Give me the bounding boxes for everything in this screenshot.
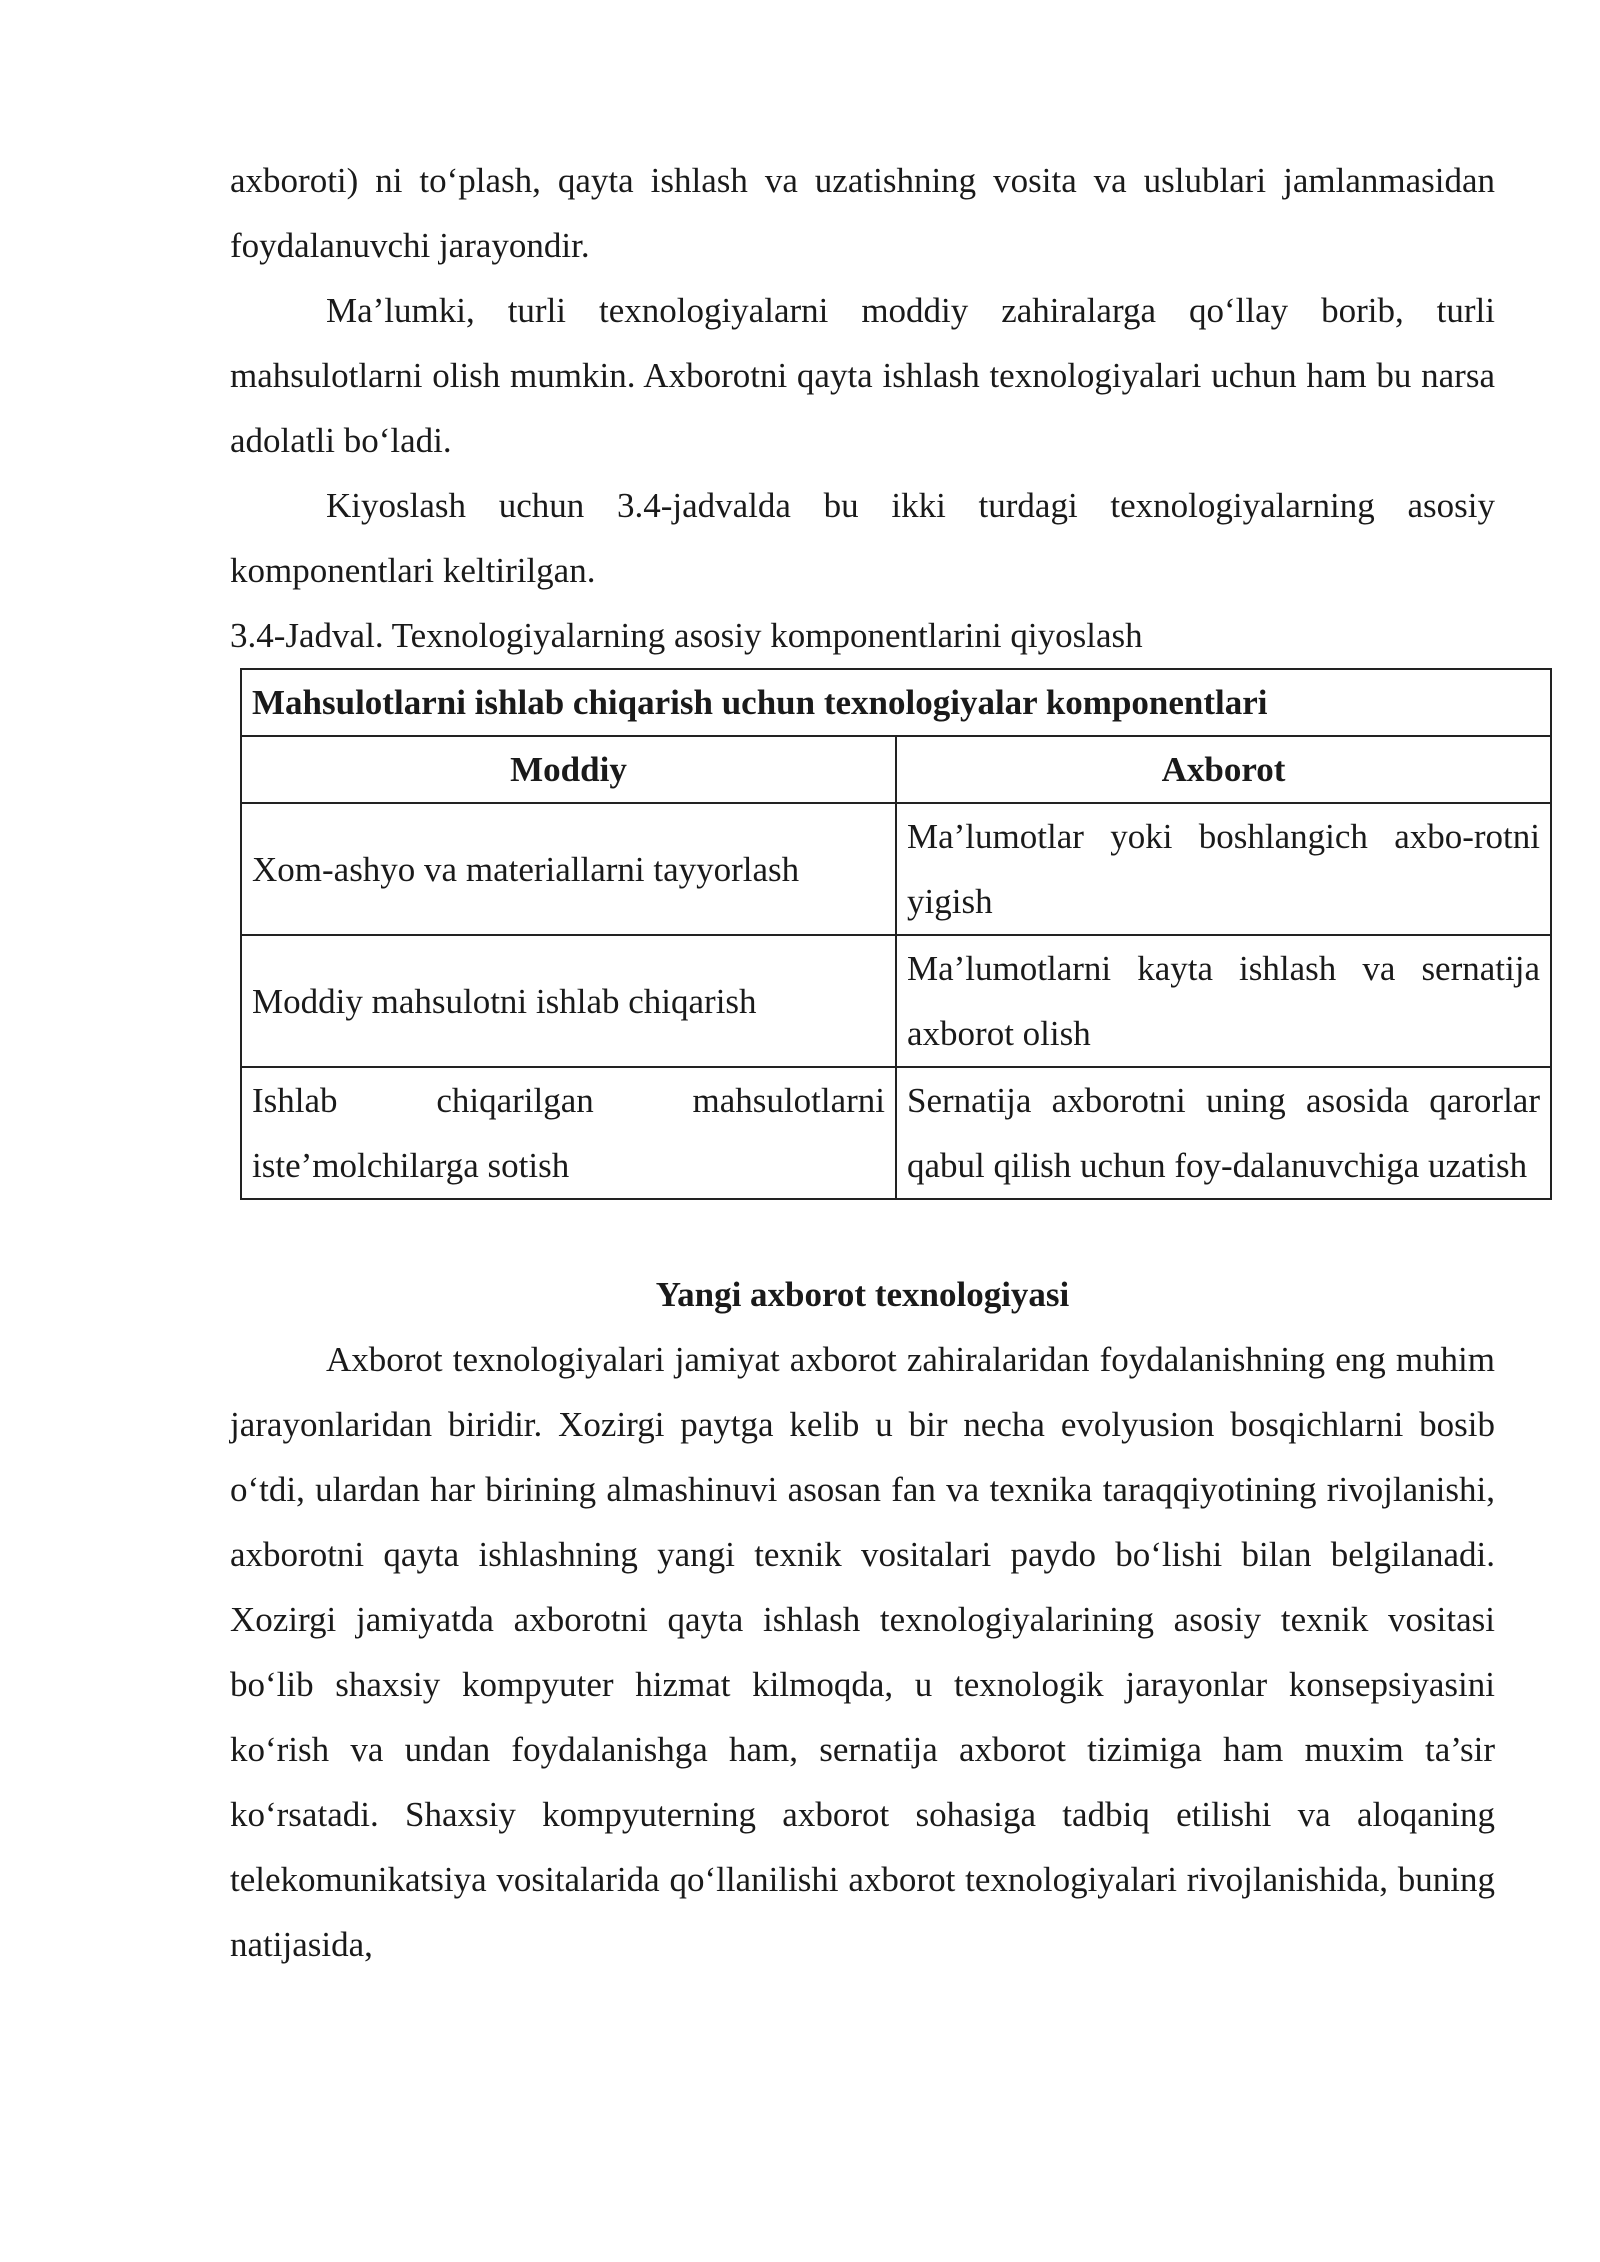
intro-paragraph-3: Kiyoslash uchun 3.4-jadvalda bu ikki turdagi texnologiyalarning asosiy komponentlari keltirilgan. <box>230 486 1495 590</box>
table-row <box>241 935 1551 1067</box>
intro-paragraph-1: axboroti) ni to‘plash, qayta ishlash va uzatishning vosita va uslublari jamlanmasidan foydalanuvchi jarayondir. <box>230 161 1495 265</box>
section-paragraph-1: Axborot texnologiyalari jamiyat axborot zahiralaridan foydalanishning eng muhim jarayonlaridan biridir. Xozirgi paytga kelib u bir necha evolyusion bosqichlarni bosib o‘tdi, ulardan har birining almashinuvi asosan fan va texnika taraqqiyotining rivojlanishi, axborotni qayta ishlashning yangi texnik vositalari paydo bo‘lishi bilan belgilanadi. Xozirgi jamiyatda axborotni qayta ishlash texnologiyalarining asosiy texnik vositasi bo‘lib shaxsiy kompyuter hizmat kilmoqda, u texnologik jarayonlar konsepsiyasini ko‘rish va undan foydalanishga ham, sernatija axborot tizimiga ham muxim ta’sir ko‘rsatadi. Shaxsiy kompyuterning axborot sohasiga tadbiq etilishi va aloqaning telekomunikatsiya vositalarida qo‘llanilishi axborot texnologiyalari rivojlanishida, buning natijasida, <box>230 1340 1495 1964</box>
table-caption: 3.4-Jadval. Texnologiyalarning asosiy komponentlarini qiyoslash <box>230 616 1143 655</box>
table-cell-right: Ma’lumotlarni kayta ishlash va sernatija axborot olish <box>896 935 1551 1067</box>
table-row <box>241 803 1551 935</box>
intro-paragraph-2: Ma’lumki, turli texnologiyalarni moddiy zahiralarga qo‘llay borib, turli mahsulotlarni olish mumkin. Axborotni qayta ishlash texnologiyalari uchun ham bu narsa adolatli bo‘ladi. <box>230 291 1495 460</box>
table-row <box>241 1067 1551 1199</box>
table-cell-left: Ishlab chiqarilgan mahsulotlarni iste’molchilarga sotish <box>241 1067 896 1199</box>
table-header-row <box>241 736 1551 803</box>
table-title: Mahsulotlarni ishlab chiqarish uchun texnologiyalar komponentlari <box>241 669 1551 736</box>
table-cell-left: Moddiy mahsulotni ishlab chiqarish <box>241 935 896 1067</box>
comparison-table <box>240 668 1552 1200</box>
column-header-moddiy: Moddiy <box>241 736 896 803</box>
table-title-row <box>241 669 1551 736</box>
table-cell-right: Ma’lumotlar yoki boshlangich axbo-rotni yigish <box>896 803 1551 935</box>
section-heading: Yangi axborot texnologiyasi <box>655 1275 1070 1314</box>
table-cell-left: Xom-ashyo va materiallarni tayyorlash <box>241 803 896 935</box>
document-page <box>230 148 1540 1977</box>
table-cell-right: Sernatija axborotni uning asosida qarorlar qabul qilish uchun foy-dalanuvchiga uzatish <box>896 1067 1551 1199</box>
column-header-axborot: Axborot <box>896 736 1551 803</box>
